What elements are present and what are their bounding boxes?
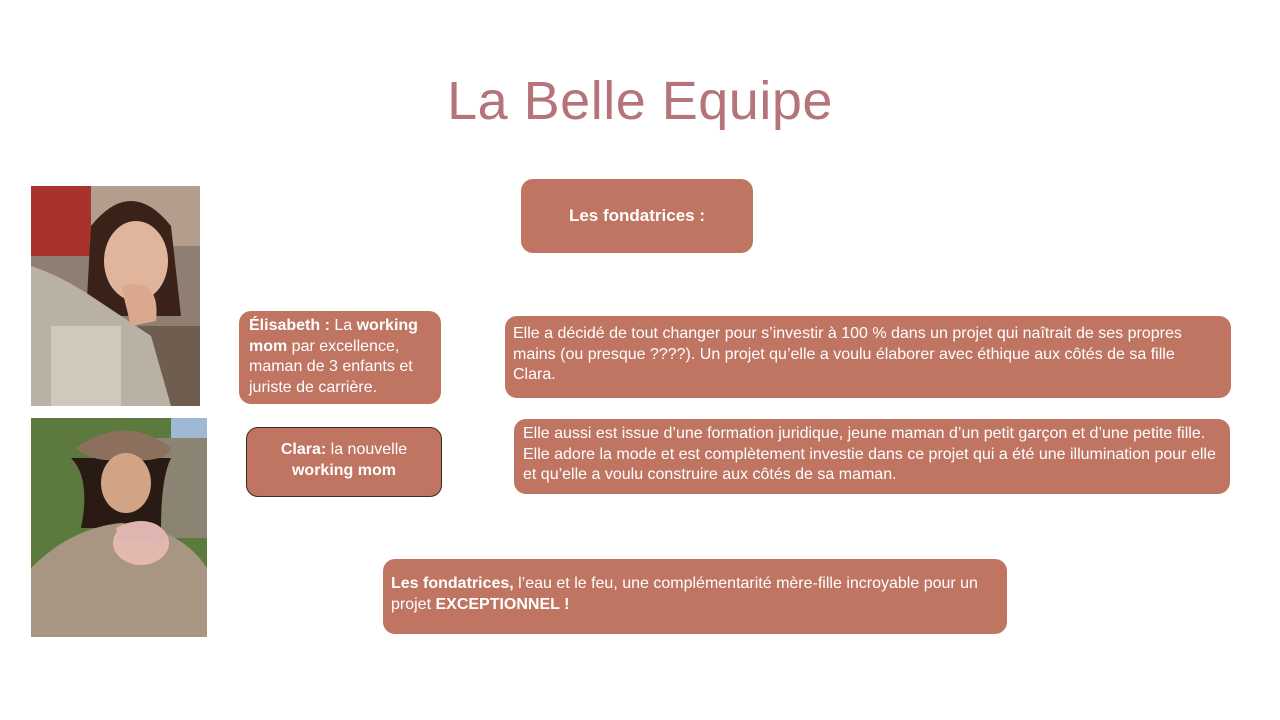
clara-description: Elle aussi est issue d’une formation juridique, jeune maman d’un petit garçon et d’une petite fille. Elle adore la mode et est complètement investie dans ce projet qui a été une illumination pour elle et qu’elle a voulu construire aux côtés de sa maman. bbox=[523, 425, 1216, 483]
elisabeth-description: Elle a décidé de tout changer pour s’investir à 100 % dans un projet qui naîtrait de ses propres mains (ou presque ????). Un projet qu’elle a voulu élaborer avec éthique aux côtés de sa fille Clara. bbox=[513, 325, 1182, 383]
clara-intro-strong: working mom bbox=[291, 461, 396, 479]
conclusion-box bbox=[383, 559, 1007, 634]
elisabeth-name: Élisabeth : bbox=[249, 317, 330, 334]
clara-name: Clara: bbox=[280, 441, 327, 458]
conclusion-text: l’eau et le feu, une complémentarité mère-fille incroyable pour un projet bbox=[391, 575, 978, 613]
conclusion-lead: Les fondatrices, bbox=[391, 575, 514, 592]
clara-description-box bbox=[514, 419, 1230, 494]
elisabeth-intro-text-1: La bbox=[329, 317, 357, 334]
clara-intro-box bbox=[246, 427, 442, 497]
elisabeth-photo bbox=[31, 186, 200, 406]
founders-header-box bbox=[521, 179, 753, 253]
slide-title: La Belle Equipe bbox=[447, 71, 833, 131]
founders-header-text: Les fondatrices : bbox=[568, 205, 706, 225]
clara-intro-text: la nouvelle bbox=[326, 441, 408, 458]
clara-photo bbox=[31, 418, 207, 637]
elisabeth-intro-box bbox=[239, 311, 441, 404]
conclusion-strong: EXCEPTIONNEL ! bbox=[435, 595, 570, 613]
elisabeth-intro-strong: working mom bbox=[249, 317, 418, 355]
elisabeth-description-box bbox=[505, 316, 1231, 398]
elisabeth-intro-text-2: par excellence, maman de 3 enfants et juriste de carrière. bbox=[249, 337, 413, 396]
